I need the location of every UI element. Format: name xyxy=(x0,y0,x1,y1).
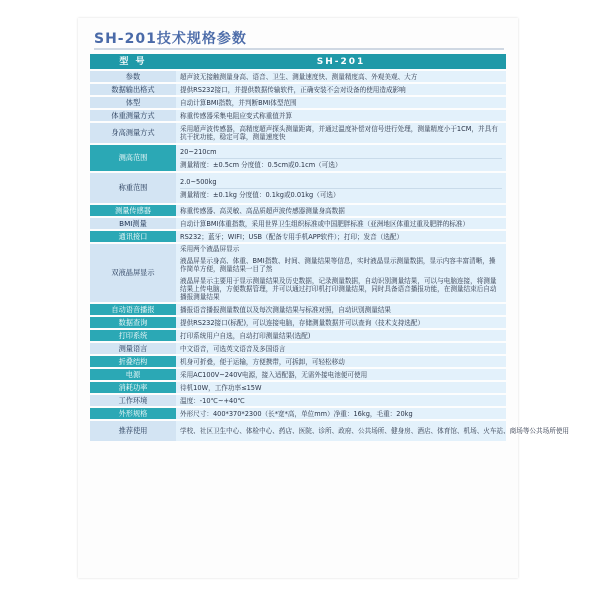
row-value xyxy=(176,84,506,95)
table-row xyxy=(90,231,506,242)
row-value-line: 液晶屏显示身高、体重、BMI指数、时间、测量结果等信息，实时液晶显示测量数据，显示内容丰富清晰，操作简单方便，测量结果一目了然 xyxy=(180,257,496,273)
row-label: 通讯接口 xyxy=(90,231,176,242)
table-row xyxy=(90,110,506,121)
row-label: 电源 xyxy=(90,369,176,380)
row-value-line: 待机10W，工作功率≤15W xyxy=(180,383,262,392)
spec-sheet xyxy=(78,18,570,578)
table-row xyxy=(90,71,506,82)
table-row xyxy=(90,84,506,95)
table-row xyxy=(90,369,506,380)
table-row xyxy=(90,97,506,108)
row-value xyxy=(176,244,506,302)
row-value-line: 打印系统用户自选，自动打印测量结果(选配) xyxy=(180,331,311,340)
row-label: 测高范围 xyxy=(90,145,176,171)
row-label: 称重范围 xyxy=(90,173,176,203)
row-value-line: 采用AC100V~240V电源，接入适配器，无需外接电池便可使用 xyxy=(180,370,368,379)
row-label: 数据查询 xyxy=(90,317,176,328)
row-value-line: 播报语音播报测量数值以及每次测量结果与标准对照，自动识别测量结果 xyxy=(180,305,391,314)
row-label: 消耗功率 xyxy=(90,382,176,393)
row-value-line: RS232；蓝牙；WIFI；USB（配备专用手机APP软件）；打印；发音（选配） xyxy=(180,232,404,241)
row-value xyxy=(176,421,570,441)
header-label: 型 号 xyxy=(90,54,176,69)
row-value xyxy=(176,145,506,171)
row-value-line: 中文语音，可选英文语音及多国语言 xyxy=(180,344,286,353)
row-value xyxy=(176,173,506,203)
row-label: 工作环境 xyxy=(90,395,176,406)
spec-table xyxy=(90,52,570,443)
row-value-line: 自动计算BMI指数，并判断BMI体型范围 xyxy=(180,98,297,107)
table-row xyxy=(90,421,506,441)
row-label: 身高测量方式 xyxy=(90,123,176,143)
row-value-line: 外形尺寸：400*370*2300（长*宽*高，单位mm）净重：16kg，毛重：20kg xyxy=(180,409,413,418)
header-value: SH-201 xyxy=(176,54,506,69)
table-row xyxy=(90,317,506,328)
row-value-line: 采用两个液晶屏显示 xyxy=(180,245,240,253)
row-value xyxy=(176,317,506,328)
row-value-line: 测量精度：±0.1kg 分度值：0.1kg或0.01kg（可选） xyxy=(180,188,502,199)
table-row xyxy=(90,145,506,171)
row-value xyxy=(176,205,506,216)
row-value-line: 采用超声波传感器，高精度超声探头测量距离，并通过温度补偿对信号进行处理，测量精度小于1CM，并具有抗干扰功能，稳定可靠，测量速度快 xyxy=(180,125,498,141)
row-label: 打印系统 xyxy=(90,330,176,341)
row-value xyxy=(176,395,506,406)
table-row xyxy=(90,304,506,315)
row-label: 双液晶屏显示 xyxy=(90,244,176,302)
table-row xyxy=(90,218,506,229)
row-label: 体重测量方式 xyxy=(90,110,176,121)
row-value xyxy=(176,123,506,143)
row-label: 体型 xyxy=(90,97,176,108)
row-value-line: 自动计算BMI体重指数，采用世界卫生组织标准或中国肥胖标准（亚洲地区体重过重及肥胖的标准） xyxy=(180,219,470,228)
table-row xyxy=(90,343,506,354)
row-value-line: 称重传感器采集电阻应变式称重值并算 xyxy=(180,111,293,120)
document-title: SH-201技术规格参数 xyxy=(94,31,247,47)
title-divider xyxy=(94,48,504,50)
spec-table-body xyxy=(90,71,570,441)
row-value-line: 超声波无接触测量身高、语音、卫生、测量速度快、测量精度高、外观美观、大方 xyxy=(180,72,418,81)
row-value-line: 液晶屏显示主要用于显示测量结果及历史数据，记录测量数据，自动识别测量结果，可以与电脑连接，将测量结果上传电脑，方便数据管理，并可以通过打印机打印测量结果，同时具备语音播报功能，在测量结束后自动播报测量结果 xyxy=(180,277,497,301)
table-row xyxy=(90,330,506,341)
table-row xyxy=(90,123,506,143)
table-row xyxy=(90,356,506,367)
row-value-line: 测量精度：±0.5cm 分度值：0.5cm或0.1cm（可选） xyxy=(180,158,502,169)
table-row xyxy=(90,395,506,406)
row-value xyxy=(176,408,506,419)
row-value-line: 20~210cm xyxy=(180,147,217,156)
row-value xyxy=(176,218,506,229)
row-value xyxy=(176,369,506,380)
row-label: 参数 xyxy=(90,71,176,82)
row-value-line: 温度：-10℃~+40℃ xyxy=(180,396,245,405)
row-value xyxy=(176,382,506,393)
row-label: 外形规格 xyxy=(90,408,176,419)
row-value xyxy=(176,356,506,367)
row-label: 推荐使用 xyxy=(90,421,176,441)
row-value-line: 称重传感器、高灵敏、高品质超声波传感器测量身高数据 xyxy=(180,206,345,215)
row-label: 折叠结构 xyxy=(90,356,176,367)
row-label: 自动语音播报 xyxy=(90,304,176,315)
row-value xyxy=(176,97,506,108)
row-label: 数据输出格式 xyxy=(90,84,176,95)
table-row xyxy=(90,408,506,419)
row-value-line: 2.0~500kg xyxy=(180,177,217,186)
row-value xyxy=(176,231,506,242)
table-header-row xyxy=(90,54,506,69)
table-row xyxy=(90,205,506,216)
table-row xyxy=(90,173,506,203)
row-label: 测量传感器 xyxy=(90,205,176,216)
table-row xyxy=(90,382,506,393)
row-value xyxy=(176,71,506,82)
row-value-line: 学校、社区卫生中心、体检中心、药店、医院、诊所、政府、公共场所、健身房、酒店、体育馆、机场、火车站、商场等公共场所使用 xyxy=(180,427,570,435)
row-value xyxy=(176,330,506,341)
row-value xyxy=(176,304,506,315)
row-label: 测量语言 xyxy=(90,343,176,354)
row-value xyxy=(176,343,506,354)
row-value-line: 提供RS232接口，并提供数据传输软件，正确安装不会对设备的使用造成影响 xyxy=(180,85,406,94)
table-row xyxy=(90,244,506,302)
row-label: BMI测量 xyxy=(90,218,176,229)
row-value-line: 提供RS232接口(标配)，可以连接电脑，存储测量数据并可以查询（技术支持选配） xyxy=(180,318,425,327)
row-value xyxy=(176,110,506,121)
row-value-line: 机身可折叠，便于运输，方便携带，可拆卸，可轻松移动 xyxy=(180,357,345,366)
